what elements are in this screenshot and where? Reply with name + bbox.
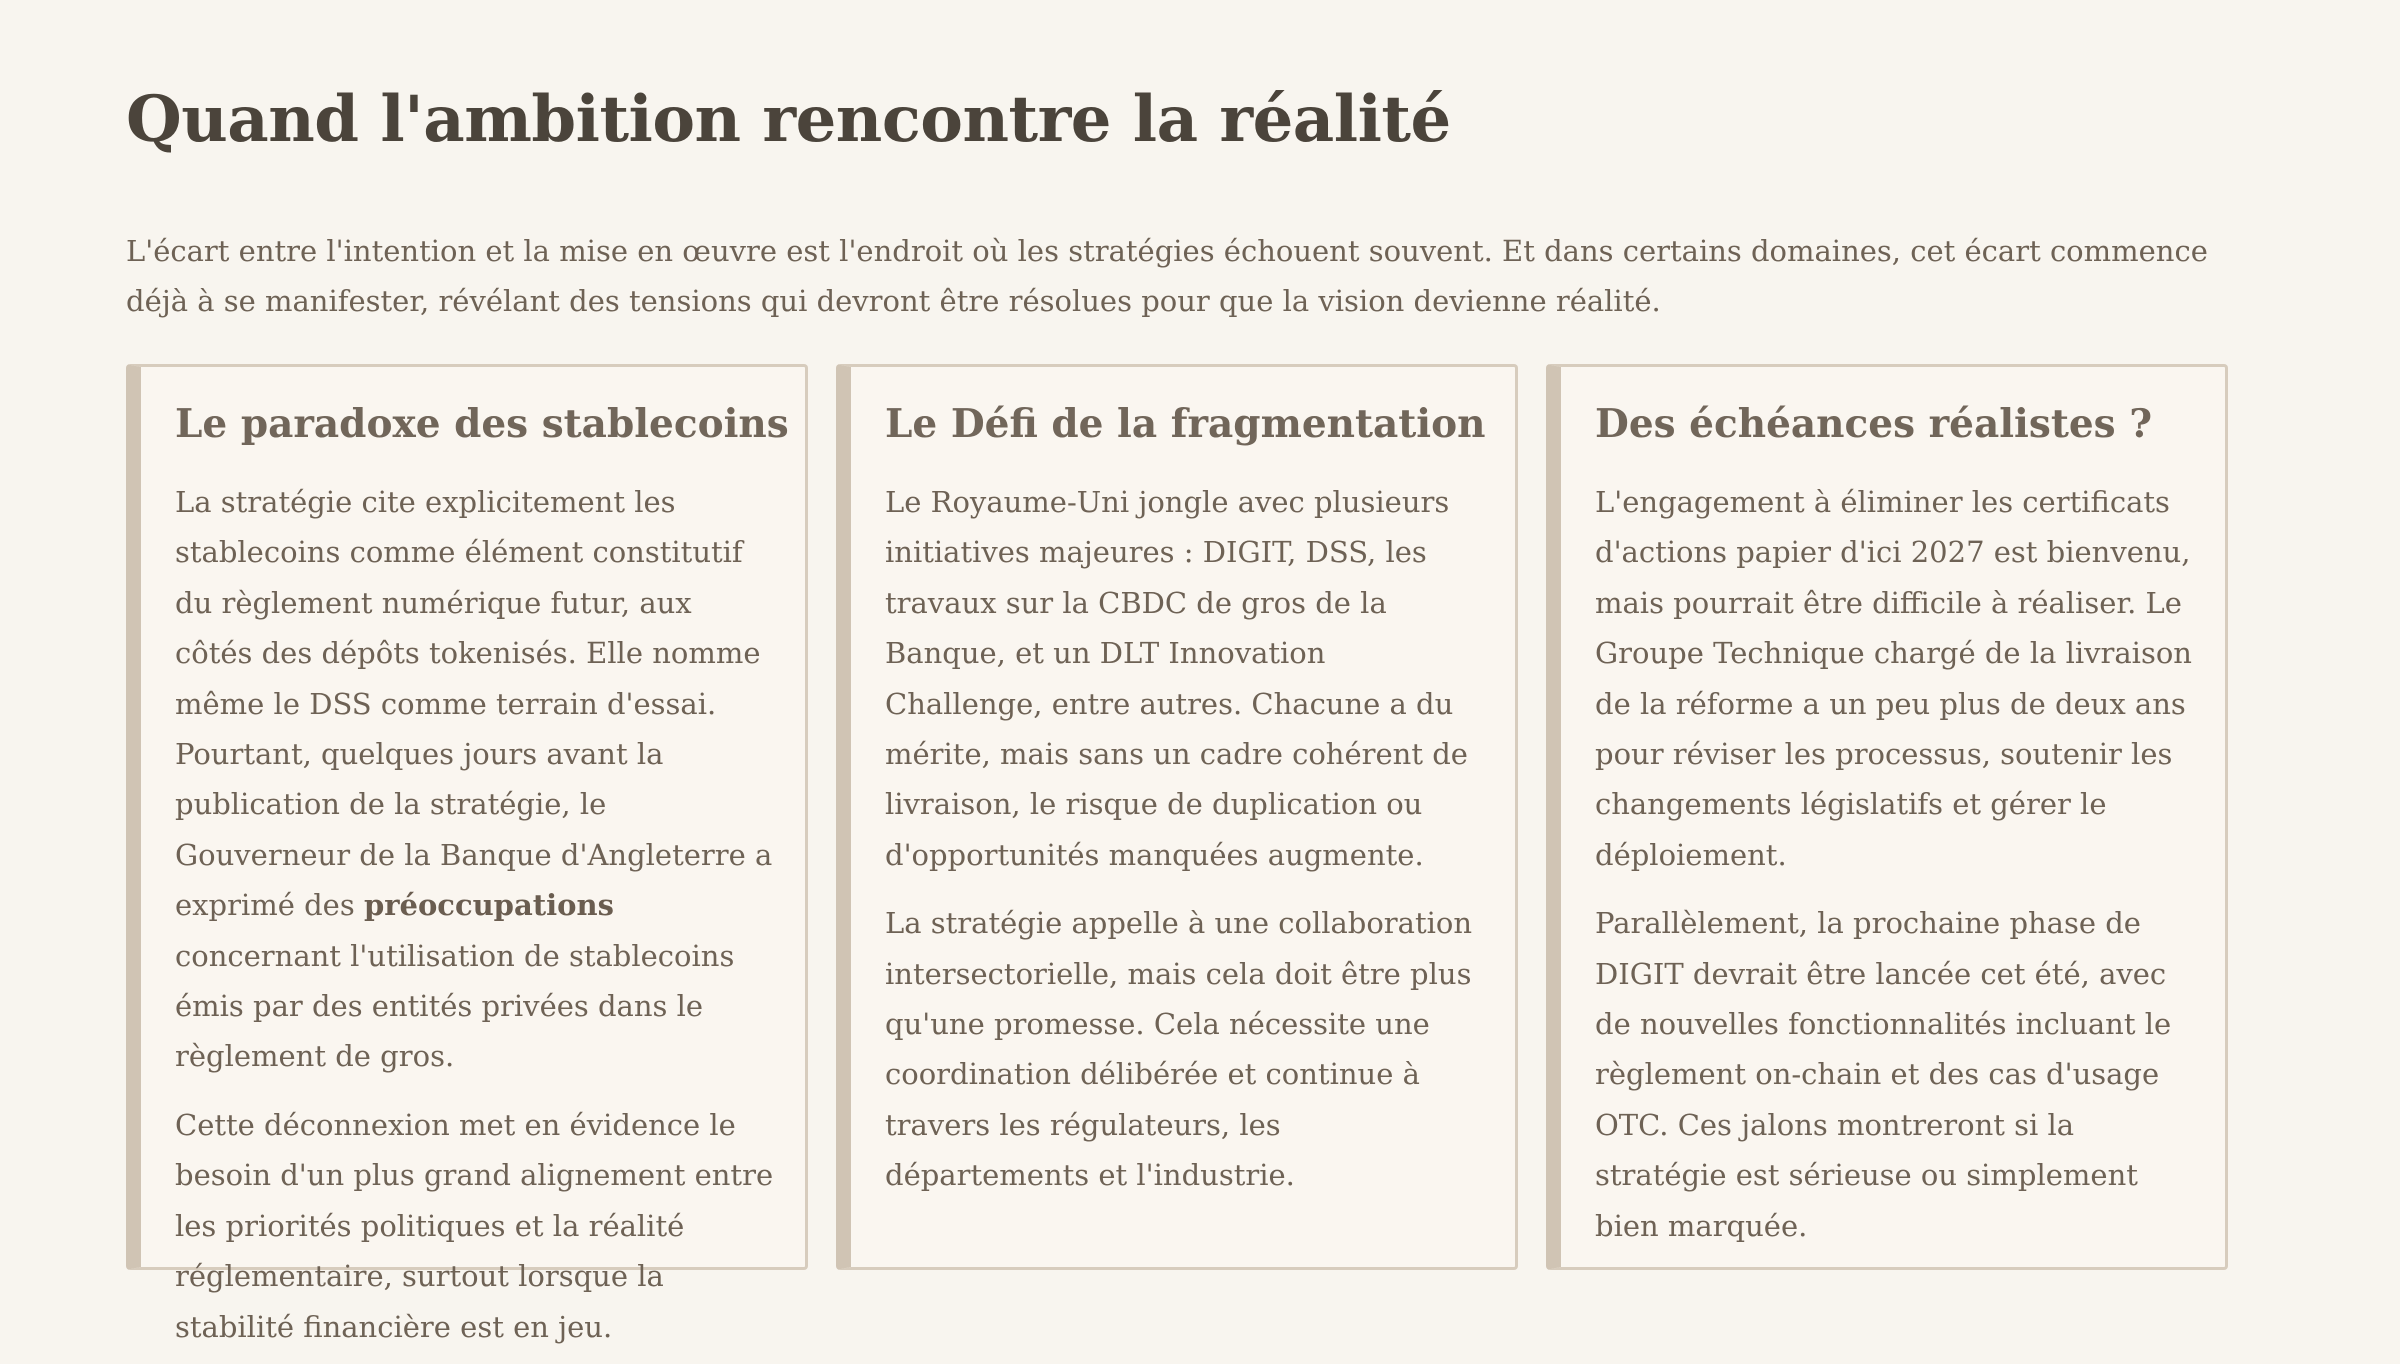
- card-stablecoins: [126, 364, 808, 1344]
- card-paragraph: L'engagement à éliminer les certificats d'actions papier d'ici 2027 est bienvenu, mais pourrait être difficile à réaliser. Le Groupe Technique chargé de la livraison de la réforme a un peu plus de deux ans pour réviser les processus, soutenir les changements législatifs et gérer le déploiement.: [1595, 485, 2192, 872]
- card-title: Le Défi de la fragmentation: [885, 401, 1486, 447]
- card-fragmentation: [836, 364, 1518, 1270]
- card-paragraph: Cette déconnexion met en évidence le besoin d'un plus grand alignement entre les priorités politiques et la réalité réglementaire, surtout lorsque la stabilité financière est en jeu.: [175, 1107, 774, 1344]
- page-title: Quand l'ambition rencontre la réalité: [126, 82, 1451, 157]
- card-paragraph: Parallèlement, la prochaine phase de DIGIT devrait être lancée cet été, avec de nouvelles fonctionnalités incluant le règlement on-chain et des cas d'usage OTC. Ces jalons montreront si la stratégie est sérieuse ou simplement bien marquée.: [1595, 906, 2172, 1243]
- cards-row: [126, 364, 2228, 1344]
- intro-paragraph: L'écart entre l'intention et la mise en œuvre est l'endroit où les stratégies échouent souvent. Et dans certains domaines, cet écart commence déjà à se manifester, révélant des tensions qui devront être résolues pour que la vision devienne réalité.: [126, 234, 2208, 318]
- card-text: concernant l'utilisation de stablecoins émis par des entités privées dans le règlement de gros.: [175, 938, 735, 1074]
- card-title: Des échéances réalistes ?: [1595, 401, 2153, 447]
- card-text: La stratégie cite explicitement les stablecoins comme élément constitutif du règlement numérique futur, aux côtés des dépôts tokenisés. Elle nomme même le DSS comme terrain d'essai. Pourtant, quelques jours avant la publication de la stratégie, le Gouverneur de la Banque d'Angleterre a exprimé des: [175, 485, 773, 923]
- card-paragraph: [175, 477, 775, 1082]
- card-paragraph: La stratégie appelle à une collaboration intersectorielle, mais cela doit être plus qu'une promesse. Cela nécessite une coordination délibérée et continue à travers les régulateurs, les départements et l'industrie.: [885, 906, 1473, 1193]
- card-title: Le paradoxe des stablecoins: [175, 401, 789, 447]
- card-timelines: [1546, 364, 2228, 1270]
- card-paragraph: Le Royaume-Uni jongle avec plusieurs initiatives majeures : DIGIT, DSS, les travaux sur la CBDC de gros de la Banque, et un DLT Innovation Challenge, entre autres. Chacune a du mérite, mais sans un cadre cohérent de livraison, le risque de duplication ou d'opportunités manquées augmente.: [885, 485, 1468, 872]
- emphasis-text: préoccupations: [363, 888, 614, 923]
